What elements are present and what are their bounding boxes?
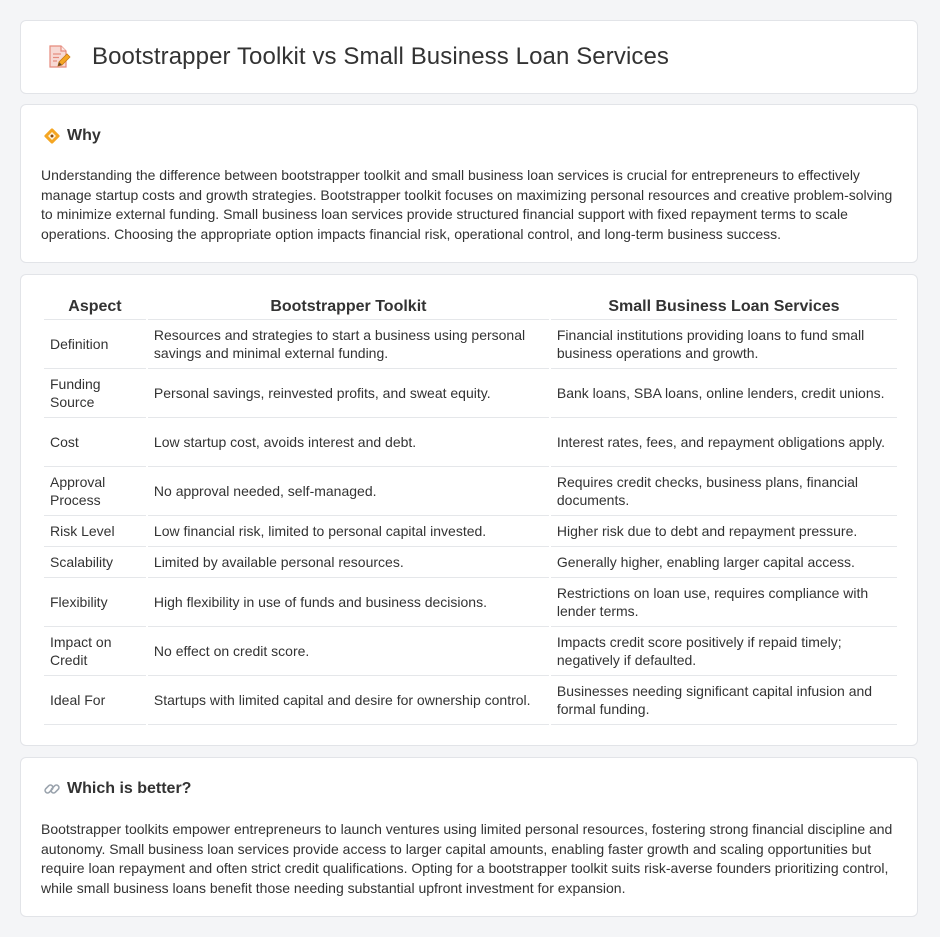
- header-aspect: Aspect: [44, 295, 146, 320]
- aspect-cell: Risk Level: [44, 516, 146, 547]
- page-title: Bootstrapper Toolkit vs Small Business Loan Services: [92, 43, 670, 70]
- better-card: [20, 757, 918, 917]
- aspect-cell: Approval Process: [44, 467, 146, 516]
- why-heading: Why: [67, 127, 101, 144]
- title-card: [20, 20, 918, 94]
- aspect-cell: Scalability: [44, 547, 146, 578]
- table-row: [44, 369, 897, 418]
- bootstrapper-cell: Limited by available personal resources.: [148, 547, 549, 578]
- loan-cell: Interest rates, fees, and repayment obligations apply.: [551, 418, 897, 467]
- bootstrapper-cell: High flexibility in use of funds and business decisions.: [148, 578, 549, 627]
- better-heading-row: [43, 780, 191, 798]
- table-header-row: [44, 295, 897, 320]
- bootstrapper-cell: Resources and strategies to start a business using personal savings and minimal external funding.: [148, 320, 549, 369]
- aspect-cell: Cost: [44, 418, 146, 467]
- title-row: [47, 43, 669, 71]
- table-row: [44, 547, 897, 578]
- document-pencil-icon: [47, 44, 71, 70]
- link-icon: [43, 780, 61, 798]
- loan-cell: Impacts credit score positively if repaid timely; negatively if defaulted.: [551, 627, 897, 676]
- better-heading: Which is better?: [67, 780, 192, 797]
- table-row: [44, 676, 897, 725]
- comparison-table: [42, 295, 899, 725]
- loan-cell: Restrictions on loan use, requires compliance with lender terms.: [551, 578, 897, 627]
- bootstrapper-cell: Low financial risk, limited to personal capital invested.: [148, 516, 549, 547]
- why-card: [20, 104, 918, 263]
- better-body: Bootstrapper toolkits empower entrepreneurs to launch ventures using limited personal resources, fostering strong financial discipline and autonomy. Small business loan services provide access to larger capital amounts, enabling faster growth and scaling opportunities but require loan repayment and often strict credit qualifications. Opting for a bootstrapper toolkit suits risk-averse founders prioritizing control, while small business loans benefit those needing substantial upfront investment for expansion.: [41, 821, 893, 896]
- aspect-cell: Funding Source: [44, 369, 146, 418]
- table-row: [44, 418, 897, 467]
- why-body: Understanding the difference between bootstrapper toolkit and small business loan services is crucial for entrepreneurs to effectively manage startup costs and growth strategies. Bootstrapper toolkit focuses on maximizing personal resources and creative problem-solving to minimize external funding. Small business loan services provide structured financial support with fixed repayment terms to scale operations. Choosing the appropriate option impacts financial risk, operational control, and long-term business success.: [41, 167, 893, 242]
- why-heading-row: [43, 127, 101, 145]
- comparison-card: [20, 274, 918, 746]
- aspect-cell: Flexibility: [44, 578, 146, 627]
- table-row: [44, 320, 897, 369]
- loan-cell: Requires credit checks, business plans, financial documents.: [551, 467, 897, 516]
- bootstrapper-cell: Low startup cost, avoids interest and debt.: [148, 418, 549, 467]
- aspect-cell: Ideal For: [44, 676, 146, 725]
- aspect-cell: Definition: [44, 320, 146, 369]
- loan-cell: Businesses needing significant capital infusion and formal funding.: [551, 676, 897, 725]
- loan-cell: Generally higher, enabling larger capital access.: [551, 547, 897, 578]
- aspect-cell: Impact on Credit: [44, 627, 146, 676]
- bootstrapper-cell: Personal savings, reinvested profits, and sweat equity.: [148, 369, 549, 418]
- diamond-warning-icon: [43, 127, 61, 145]
- bootstrapper-cell: Startups with limited capital and desire for ownership control.: [148, 676, 549, 725]
- header-loan: Small Business Loan Services: [551, 295, 897, 320]
- bootstrapper-cell: No approval needed, self-managed.: [148, 467, 549, 516]
- table-row: [44, 578, 897, 627]
- loan-cell: Bank loans, SBA loans, online lenders, credit unions.: [551, 369, 897, 418]
- table-row: [44, 627, 897, 676]
- loan-cell: Financial institutions providing loans to fund small business operations and growth.: [551, 320, 897, 369]
- header-bootstrapper: Bootstrapper Toolkit: [148, 295, 549, 320]
- loan-cell: Higher risk due to debt and repayment pressure.: [551, 516, 897, 547]
- table-row: [44, 467, 897, 516]
- table-row: [44, 516, 897, 547]
- bootstrapper-cell: No effect on credit score.: [148, 627, 549, 676]
